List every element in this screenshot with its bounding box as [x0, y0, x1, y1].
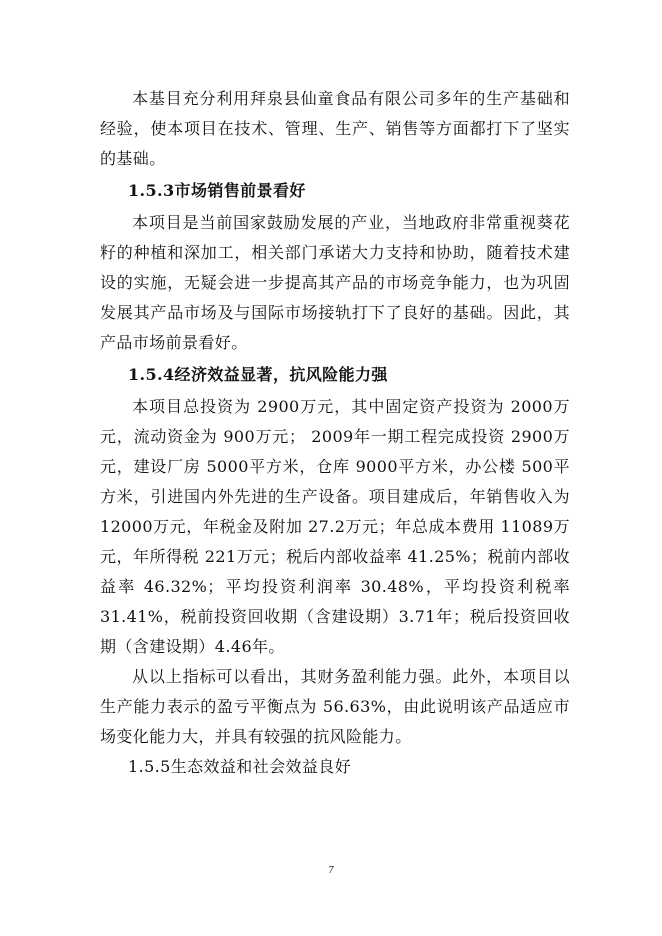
intro-paragraph: 本基目充分利用拜泉县仙童食品有限公司多年的生产基础和经验，使本项目在技术、管理、生产、销售等方面都打下了坚实的基础。 — [100, 89, 570, 168]
page-content — [100, 84, 570, 782]
section-heading-1-5-3: 1.5.3市场销售前景看好 — [128, 181, 306, 200]
page-number: 7 — [328, 866, 334, 876]
section-heading-1-5-5: 1.5.5生态效益和社会效益良好 — [128, 757, 352, 776]
section-heading-1-5-4: 1.5.4经济效益显著，抗风险能力强 — [128, 365, 388, 384]
market-paragraph: 本项目是当前国家鼓励发展的产业，当地政府非常重视葵花籽的种植和深加工，相关部门承诺大力支持和协助，随着技术建设的实施，无疑会进一步提高其产品的市场竞争能力，也为巩固发展其产品市场及与国际市场接轨打下了良好的基础。因此，其产品市场前景看好。 — [100, 213, 570, 352]
financial-summary-paragraph: 从以上指标可以看出，其财务盈利能力强。此外，本项目以生产能力表示的盈亏平衡点为 56.63%，由此说明该产品适应市场变化能力大，并具有较强的抗风险能力。 — [100, 667, 570, 746]
investment-paragraph: 本项目总投资为 2900万元，其中固定资产投资为 2000万元，流动资金为 900万元； 2009年一期工程完成投资 2900万元，建设厂房 5000平方米，仓库 9000平方米，办公楼 500平方米，引进国内外先进的生产设备。项目建成后，年销售收入为 12000万元，年税金及附加 27.2万元；年总成本费用 11089万元，年所得税 221万元；税后内部收益率 41.25%；税前内部收益率 46.32%；平均投资利润率 30.48%，平均投资利税率 31.41%，税前投资回收期（含建设期）3.71年；税后投资回收期（含建设期）4.46年。 — [100, 397, 570, 656]
